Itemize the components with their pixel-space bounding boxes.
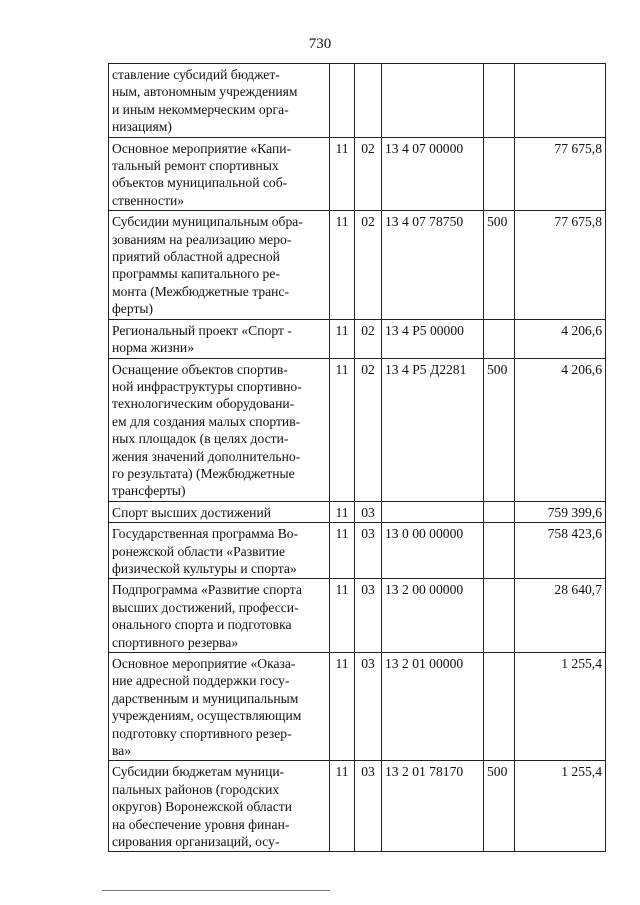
cell-expense-type: 500 <box>484 761 515 852</box>
table-row <box>109 579 606 653</box>
cell-subsection: 02 <box>355 319 382 358</box>
cell-amount: 4 206,6 <box>515 319 606 358</box>
cell-name: Государственная программа Во- ронежской области «Развитие физической культуры и спорта» <box>109 523 330 579</box>
footer-divider <box>102 890 330 891</box>
table-row <box>109 211 606 319</box>
table-row <box>109 319 606 358</box>
page-number: 730 <box>308 36 332 52</box>
cell-target-article: 13 0 00 00000 <box>382 523 484 579</box>
cell-name: Основное мероприятие «Капи- тальный ремонт спортивных объектов муниципальной соб- ственности» <box>109 137 330 211</box>
cell-expense-type <box>484 579 515 653</box>
cell-amount: 4 206,6 <box>515 358 606 501</box>
table-row <box>109 523 606 579</box>
cell-subsection: 03 <box>355 523 382 579</box>
table-row <box>109 64 606 138</box>
table-row <box>109 761 606 852</box>
cell-section: 11 <box>330 358 355 501</box>
cell-name: ставление субсидий бюджет- ным, автономным учреждениям и иным некоммерческим орга- низациям) <box>109 64 330 138</box>
cell-name: Субсидии бюджетам муници- пальных районов (городских округов) Воронежской области на обеспечение уровня финан- сирования организаций, осу- <box>109 761 330 852</box>
cell-amount: 1 255,4 <box>515 653 606 761</box>
cell-expense-type: 500 <box>484 211 515 319</box>
cell-section: 11 <box>330 579 355 653</box>
cell-target-article: 13 2 01 78170 <box>382 761 484 852</box>
cell-target-article <box>382 501 484 522</box>
cell-subsection: 03 <box>355 579 382 653</box>
cell-amount <box>515 64 606 138</box>
budget-table <box>108 63 606 852</box>
cell-section: 11 <box>330 761 355 852</box>
cell-target-article: 13 4 07 78750 <box>382 211 484 319</box>
cell-target-article: 13 2 00 00000 <box>382 579 484 653</box>
cell-subsection: 03 <box>355 653 382 761</box>
table-row <box>109 358 606 501</box>
cell-expense-type <box>484 653 515 761</box>
cell-target-article: 13 4 07 00000 <box>382 137 484 211</box>
cell-subsection: 02 <box>355 137 382 211</box>
cell-amount: 759 399,6 <box>515 501 606 522</box>
cell-name: Оснащение объектов спортив- ной инфраструктуры спортивно- технологическим оборудовани- ем для создания малых спортив- ных площадок (в целях дости- жения значений дополнительно- го результата) (Межбюджетные трансферты) <box>109 358 330 501</box>
cell-name: Основное мероприятие «Оказа- ние адресной поддержки госу- дарственным и муниципальным учреждениям, осуществляющим подготовку спортивного резер- ва» <box>109 653 330 761</box>
cell-target-article: 13 4 P5 00000 <box>382 319 484 358</box>
cell-subsection: 03 <box>355 501 382 522</box>
cell-amount: 77 675,8 <box>515 137 606 211</box>
cell-expense-type <box>484 523 515 579</box>
cell-section: 11 <box>330 653 355 761</box>
cell-amount: 758 423,6 <box>515 523 606 579</box>
cell-name: Субсидии муниципальным обра- зованиям на реализацию меро- приятий областной адресной программы капитального ре- монта (Межбюджетные транс- ферты) <box>109 211 330 319</box>
cell-target-article: 13 4 P5 Д2281 <box>382 358 484 501</box>
cell-expense-type <box>484 319 515 358</box>
cell-section <box>330 64 355 138</box>
cell-name: Региональный проект «Спорт - норма жизни» <box>109 319 330 358</box>
cell-section: 11 <box>330 211 355 319</box>
table-row <box>109 653 606 761</box>
table-body <box>109 64 606 852</box>
cell-name: Спорт высших достижений <box>109 501 330 522</box>
cell-section: 11 <box>330 319 355 358</box>
cell-expense-type <box>484 137 515 211</box>
cell-target-article: 13 2 01 00000 <box>382 653 484 761</box>
cell-amount: 1 255,4 <box>515 761 606 852</box>
cell-amount: 28 640,7 <box>515 579 606 653</box>
table-row <box>109 137 606 211</box>
cell-section: 11 <box>330 501 355 522</box>
cell-expense-type <box>484 501 515 522</box>
cell-amount: 77 675,8 <box>515 211 606 319</box>
cell-section: 11 <box>330 137 355 211</box>
cell-subsection: 03 <box>355 761 382 852</box>
cell-name: Подпрограмма «Развитие спорта высших достижений, професси- онального спорта и подготовка спортивного резерва» <box>109 579 330 653</box>
cell-expense-type: 500 <box>484 358 515 501</box>
cell-subsection: 02 <box>355 358 382 501</box>
cell-subsection <box>355 64 382 138</box>
cell-expense-type <box>484 64 515 138</box>
cell-subsection: 02 <box>355 211 382 319</box>
table-row <box>109 501 606 522</box>
cell-target-article <box>382 64 484 138</box>
cell-section: 11 <box>330 523 355 579</box>
